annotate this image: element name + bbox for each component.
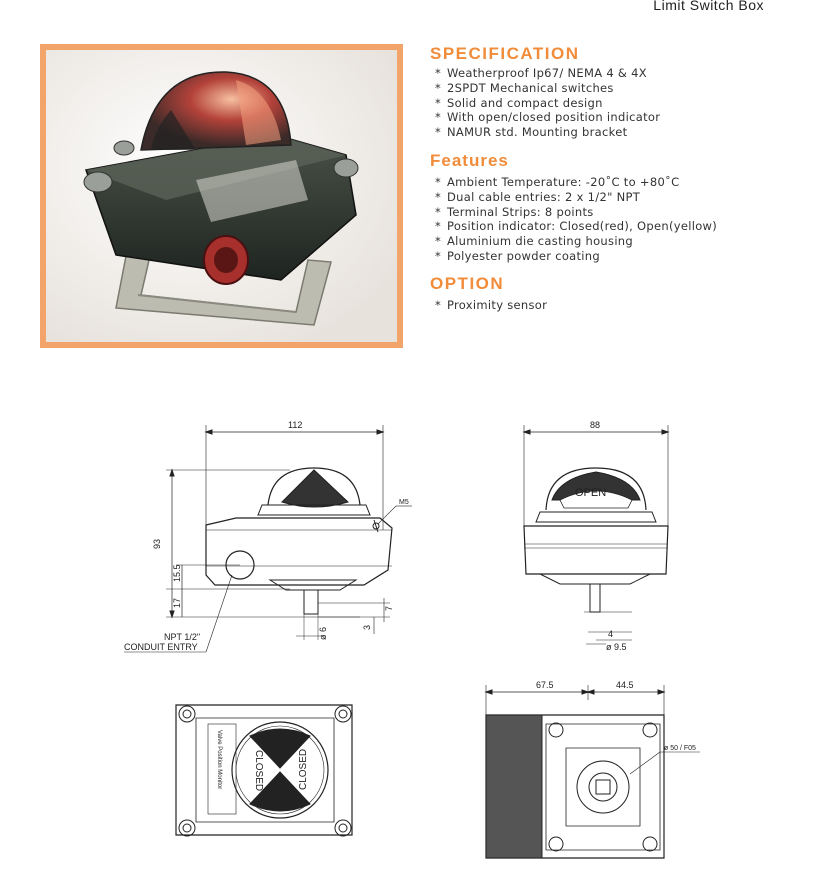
list-item: * With open/closed position indicator <box>435 110 661 125</box>
closed-label-left: CLOSED <box>253 750 264 792</box>
option-heading: OPTION <box>430 274 505 293</box>
list-item: * Ambient Temperature: -20˚C to +80˚C <box>435 175 680 189</box>
dim-67-5: 67.5 <box>536 680 554 690</box>
conduit-label-1: NPT 1/2" <box>164 632 201 642</box>
list-item: * Proximity sensor <box>435 298 548 312</box>
flange-label: ø 50 / F05 <box>664 745 696 752</box>
list-item: * Solid and compact design <box>435 95 603 110</box>
list-item: * Aluminium die casting housing <box>435 234 634 249</box>
list-item: * Terminal Strips: 8 points <box>435 204 594 219</box>
front-view-drawing <box>124 425 412 652</box>
dim-93: 93 <box>152 538 162 549</box>
conduit-label-2: CONDUIT ENTRY <box>124 642 198 652</box>
dim-17: 17 <box>172 597 182 608</box>
list-item: * 2SPDT Mechanical switches <box>435 80 614 95</box>
bottom-view-drawing <box>486 685 700 858</box>
list-item: * Dual cable entries: 2 x 1/2" NPT <box>435 189 641 204</box>
specification-heading: SPECIFICATION <box>430 44 580 63</box>
m5-label: M5 <box>399 499 409 506</box>
list-item: * Weatherproof Ip67/ NEMA 4 & 4X <box>435 66 647 80</box>
dim-15-5: 15.5 <box>172 564 182 582</box>
list-item: * NAMUR std. Mounting bracket <box>435 125 628 140</box>
dim-88: 88 <box>590 420 601 430</box>
shaft-dim: ø 6 <box>318 626 328 640</box>
dim-44-5: 44.5 <box>616 680 634 690</box>
dim-3: 3 <box>362 624 372 630</box>
list-item: * Position indicator: Closed(red), Open(yellow) <box>435 219 718 234</box>
side-view-drawing <box>524 425 668 644</box>
list-item: * Polyester powder coating <box>435 248 600 263</box>
dim-112: 112 <box>288 420 303 430</box>
open-label: OPEN <box>575 487 607 499</box>
dim-4: 4 <box>608 629 614 639</box>
dim-9-5: ø 9.5 <box>606 642 627 652</box>
dim-7: 7 <box>384 605 394 611</box>
document-title: Limit Switch Box <box>653 0 764 13</box>
features-heading: Features <box>430 151 509 170</box>
plate-title: Valve Position Monitor <box>216 730 222 790</box>
closed-label-right: CLOSED <box>298 748 309 790</box>
